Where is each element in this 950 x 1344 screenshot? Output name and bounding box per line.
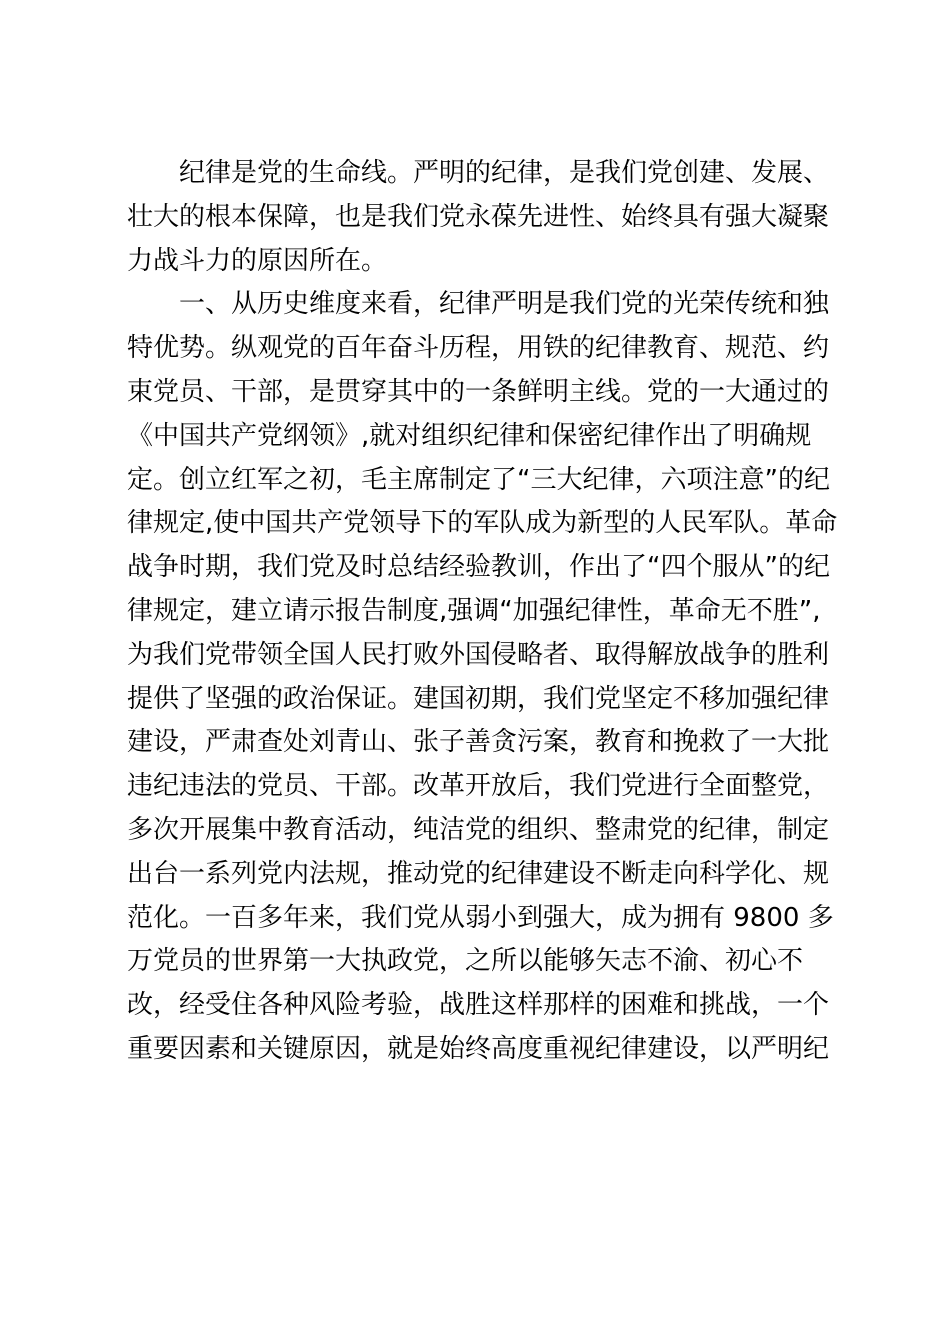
document-body [127,152,838,1072]
paragraph-line: 违纪违法的党员、干部。改革开放后，我们党进行全面整党， [127,771,830,802]
paragraph-line: 改，经受住各种风险考验，战胜这样那样的困难和挑战，一个 [127,990,830,1021]
paragraph-line: 纪律是党的生命线。严明的纪律，是我们党创建、发展、 [179,158,830,188]
paragraph-line: 一、从历史维度来看，纪律严明是我们党的光荣传统和独 [179,289,830,320]
paragraph-line: 出台一系列党内法规，推动党的纪律建设不断走向科学化、规 [127,858,830,889]
paragraph-historical-dimension [127,283,838,1071]
paragraph-line: 《中国共产党纲领》,就对组织纪律和保密纪律作出了明确规 [127,420,812,451]
paragraph-line: 建设，严肃查处刘青山、张子善贪污案，教育和挽救了一大批 [127,727,830,758]
paragraph-line: 为我们党带领全国人民打败外国侵略者、取得解放战争的胜利 [127,639,830,670]
paragraph-line: 律规定，建立请示报告制度,强调“加强纪律性，革命无不胜”, [127,595,821,626]
paragraph-discipline-lifeline [127,152,830,283]
paragraph-line: 提供了坚强的政治保证。建国初期，我们党坚定不移加强纪律 [127,683,830,714]
paragraph-line: 壮大的根本保障，也是我们党永葆先进性、始终具有强大凝聚 [127,201,830,232]
paragraph-line: 战争时期，我们党及时总结经验教训，作出了“四个服从”的纪 [127,552,830,583]
paragraph-line: 力战斗力的原因所在。 [127,245,388,276]
paragraph-line: 万党员的世界第一大执政党，之所以能够矢志不渝、初心不 [127,946,804,977]
paragraph-line: 定。创立红军之初，毛主席制定了“三大纪律，六项注意”的纪 [127,464,830,495]
paragraph-line: 范化。一百多年来，我们党从弱小到强大，成为拥有 9800 多 [127,902,834,933]
paragraph-line: 特优势。纵观党的百年奋斗历程，用铁的纪律教育、规范、约 [127,333,830,364]
paragraph-line: 束党员、干部，是贯穿其中的一条鲜明主线。党的一大通过的 [127,376,830,407]
paragraph-line: 多次开展集中教育活动，纯洁党的组织、整肃党的纪律，制定 [127,814,830,845]
paragraph-line: 律规定,使中国共产党领导下的军队成为新型的人民军队。革命 [127,508,838,539]
paragraph-line: 重要因素和关键原因，就是始终高度重视纪律建设，以严明纪 [127,1033,830,1064]
